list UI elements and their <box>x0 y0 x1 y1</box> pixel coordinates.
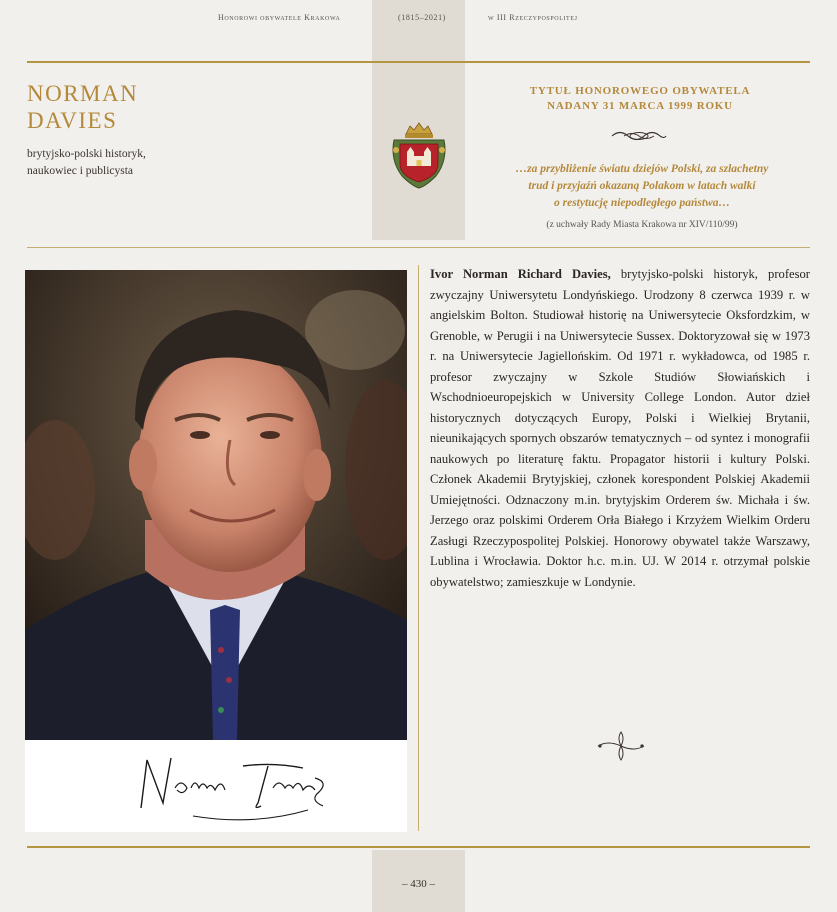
award-title <box>470 84 810 114</box>
resolution-note: (z uchwały Rady Miasta Krakowa nr XIV/110/99) <box>546 220 738 230</box>
signature <box>133 748 333 828</box>
portrait-photo <box>25 270 407 740</box>
bottom-rule <box>27 846 810 848</box>
bio-name: Ivor Norman Richard Davies, <box>430 267 611 281</box>
page-number: – 430 – <box>402 878 435 890</box>
flourish-icon <box>610 127 668 145</box>
biography <box>430 264 810 592</box>
column-divider <box>418 265 419 831</box>
quote-line2: trud i przyjaźń okazaną Polakom w latach walki <box>528 180 756 192</box>
quote-line1: …za przybliżenie światu dziejów Polski, za szlachetny <box>515 163 769 175</box>
section-rule <box>27 247 810 248</box>
award-title-line2: NADANY 31 MARCA 1999 ROKU <box>547 100 733 112</box>
award-title-line1: TYTUŁ HONOROWEGO OBYWATELA <box>529 85 751 97</box>
bio-text: brytyjsko-polski historyk, profesor zwyczajny Uniwersytetu Londyńskiego. Urodzony 8 czerwca 1939 r. w angielskim Bolton. Studiował historię na Uniwersytecie Oksfordzkim, w Grenoble, w Perugii i na Uniwersytecie Sussex. Doktoryzował się w 1973 r. na Uniwersytecie Jagiellońskim. Od 1971 r. wykładowca, od 1985 r. profesor zwyczajny w Szkole Studiów Słowiańskich i Wschodnioeuropejskich w University College London. Autor dzieł historycznych dotyczących Europy, Polski i Wielkiej Brytanii, nieunikających spornych obszarów tematycznych – od syntez i monografii naukowych po literaturę faktu. Propagator historii i kultury Polski. Członek Akademii Brytyjskiej, członek korespondent Polskiej Akademii Umiejętności. Odznaczony m.in. brytyjskim Orderem św. Michała i św. Jerzego oraz polskimi Orderem Orła Białego i Krzyżem Wielkim Orderu Zasługi Rzeczypospolitej Polskiej. Honorowy obywatel także Warszawy, Lublina i Wrocławia. Doktor h.c. m.in. UJ. W 2014 r. otrzymał polskie obywatelstwo; zamieszkuje w Londynie. <box>430 267 810 589</box>
role-line1: brytyjsko-polski historyk, <box>27 148 146 160</box>
header-center: (1815–2021) <box>398 13 446 22</box>
ornament-icon <box>596 728 646 764</box>
header-right: w III Rzeczypospolitej <box>488 13 578 22</box>
name-line1: NORMAN <box>27 81 139 106</box>
header-left: Honorowi obywatele Krakowa <box>218 13 341 22</box>
person-name <box>27 80 138 134</box>
person-role <box>27 146 146 180</box>
role-line2: naukowiec i publicysta <box>27 165 134 177</box>
name-line2: DAVIES <box>27 108 118 133</box>
photo-panel <box>25 270 407 832</box>
krakow-coat-of-arms-icon <box>388 120 450 190</box>
quote-line3: o restytucję niepodległego państwa… <box>553 197 730 209</box>
award-quote <box>472 161 812 212</box>
top-rule <box>27 61 810 63</box>
